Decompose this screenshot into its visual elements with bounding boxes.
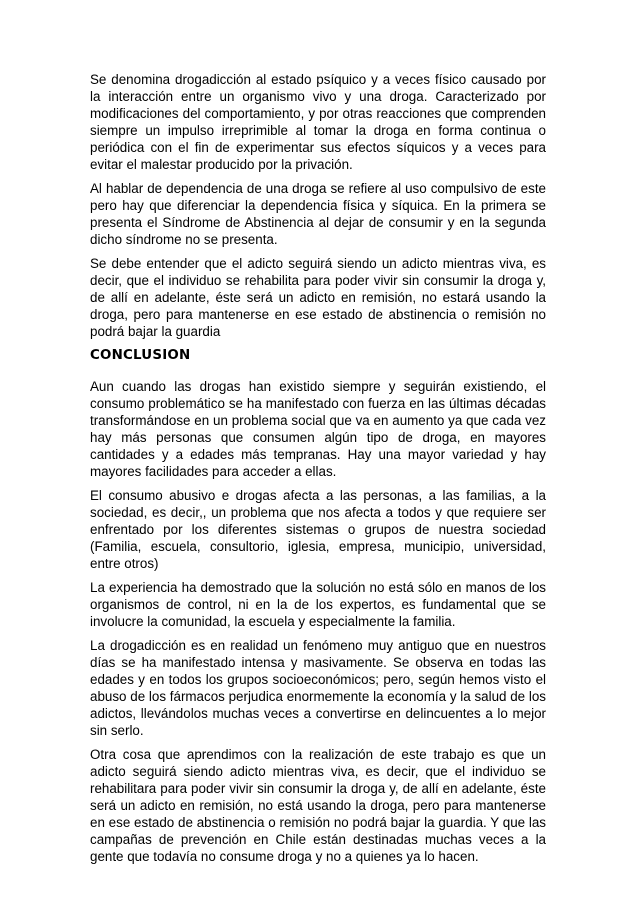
- conclusion-paragraph-3: La experiencia ha demostrado que la solución no está sólo en manos de los organismos de control, ni en la de los expertos, es fundamental que se involucre la comunidad, la escuela y especialmente la familia.: [90, 580, 546, 629]
- conclusion-paragraph-5: Otra cosa que aprendimos con la realización de este trabajo es que un adicto seguirá siendo adicto mientras viva, es decir, que el individuo se rehabilitara para poder vivir sin consumir la droga y, de allí en adelante, éste será un adicto en remisión, no está usando la droga, pero para mantenerse en ese estado de abstinencia o remisión no podrá bajar la guardia. Y que las campañas de prevención en Chile están destinadas muchas veces a la gente que todavía no consume droga y no a quienes ya lo hacen.: [90, 747, 546, 864]
- conclusion-paragraph-1: Aun cuando las drogas han existido siempre y seguirán existiendo, el consumo problemático se ha manifestado con fuerza en las últimas décadas transformándose en un problema social que va en aumento ya que cada vez hay más personas que consumen algún tipo de droga, en mayores cantidades y a edades más tempranas. Hay una mayor variedad y hay mayores facilidades para acceder a ellas.: [90, 379, 546, 479]
- document-body: [90, 71, 546, 872]
- intro-paragraph-1: Se denomina drogadicción al estado psíquico y a veces físico causado por la interacción entre un organismo vivo y una droga. Caracterizado por modificaciones del comportamiento, y por otras reacciones que comprenden siempre un impulso irreprimible al tomar la droga en forma continua o periódica con el fin de experimentar sus efectos síquicos y a veces para evitar el malestar producido por la privación.: [90, 72, 546, 172]
- conclusion-paragraph-2: El consumo abusivo e drogas afecta a las personas, a las familias, a la sociedad, es decir,, un problema que nos afecta a todos y que requiere ser enfrentado por los diferentes sistemas o grupos de nuestra sociedad (Familia, escuela, consultorio, iglesia, empresa, municipio, universidad, entre otros): [90, 488, 546, 571]
- conclusion-heading: CONCLUSION: [90, 348, 191, 363]
- intro-paragraph-3: Se debe entender que el adicto seguirá siendo un adicto mientras viva, es decir, que el individuo se rehabilita para poder vivir sin consumir la droga y, de allí en adelante, éste será un adicto en remisión, no estará usando la droga, pero para mantenerse en ese estado de abstinencia o remisión no podrá bajar la guardia: [90, 256, 546, 339]
- conclusion-paragraph-4: La drogadicción es en realidad un fenómeno muy antiguo que en nuestros días se ha manifestado intensa y masivamente. Se observa en todas las edades y en todos los grupos socioeconómicos; pero, según hemos visto el abuso de los fármacos perjudica enormemente la economía y la salud de los adictos, llevándolos muchas veces a convertirse en delincuentes a lo mejor sin serlo.: [90, 638, 546, 738]
- intro-paragraph-2: Al hablar de dependencia de una droga se refiere al uso compulsivo de este pero hay que diferenciar la dependencia física y síquica. En la primera se presenta el Síndrome de Abstinencia al dejar de consumir y en la segunda dicho síndrome no se presenta.: [90, 181, 546, 247]
